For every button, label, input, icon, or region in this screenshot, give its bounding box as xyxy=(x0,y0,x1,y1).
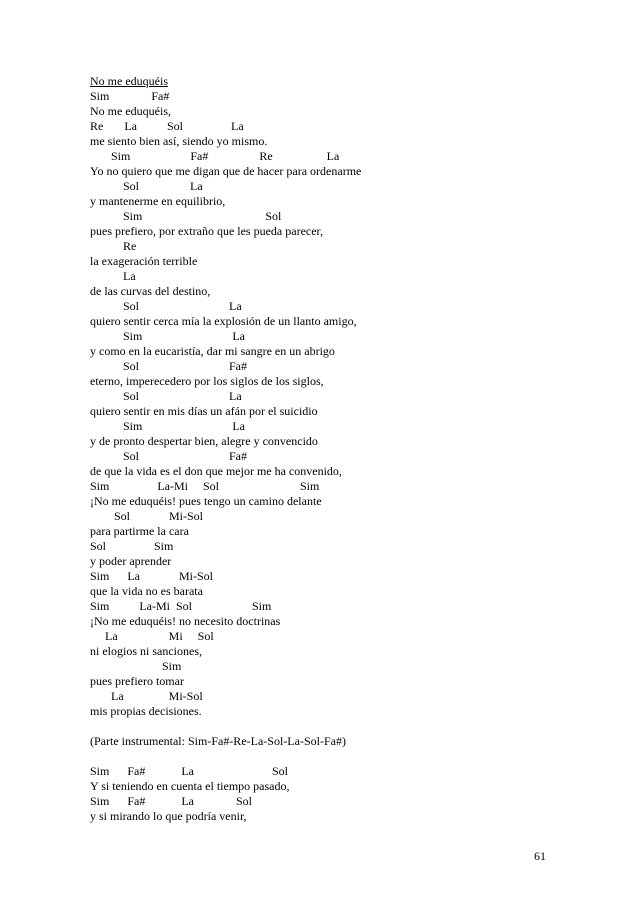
lyric-line: Sim Fa# La Sol xyxy=(90,794,253,808)
lyric-line: para partirme la cara xyxy=(90,524,189,538)
lyric-line: de las curvas del destino, xyxy=(90,284,211,298)
lyric-line: Sim Sol xyxy=(90,209,282,223)
lyric-line: ¡No me eduquéis! no necesito doctrinas xyxy=(90,614,281,628)
lyric-line: pues prefiero tomar xyxy=(90,674,184,688)
song-title: No me eduquéis xyxy=(90,74,168,88)
lyric-line: me siento bien así, siendo yo mismo. xyxy=(90,134,268,148)
lyric-line: y poder aprender xyxy=(90,554,172,568)
lyric-line: quiero sentir en mis días un afán por el suicidio xyxy=(90,404,318,418)
lyric-line: Sim Fa# xyxy=(90,89,170,103)
lyric-line: Sim Fa# La Sol xyxy=(90,764,289,778)
lyric-line: la exageración terrible xyxy=(90,254,198,268)
lyric-line: Y si teniendo en cuenta el tiempo pasado, xyxy=(90,779,290,793)
lyric-line: Sim La-Mi Sol Sim xyxy=(90,599,272,613)
lyric-line: Sim xyxy=(90,659,182,673)
lyric-line: y mantenerme en equilibrio, xyxy=(90,194,226,208)
lyric-line: ¡No me eduquéis! pues tengo un camino delante xyxy=(90,494,322,508)
lyric-line: mis propias decisiones. xyxy=(90,704,202,718)
lyric-line: eterno, imperecedero por los siglos de los siglos, xyxy=(90,374,324,388)
lyric-line: quiero sentir cerca mía la explosión de un llanto amigo, xyxy=(90,314,357,328)
lyric-line: La xyxy=(90,269,136,283)
lyric-line: La Mi-Sol xyxy=(90,689,203,703)
lyric-line: Sim Fa# Re La xyxy=(90,149,340,163)
lyric-line: Sol Mi-Sol xyxy=(90,509,204,523)
lyric-line: y si mirando lo que podría venir, xyxy=(90,809,247,823)
lyric-line: y como en la eucaristía, dar mi sangre en un abrigo xyxy=(90,344,335,358)
lyric-line: La Mi Sol xyxy=(90,629,214,643)
lyric-line: Sol Sim xyxy=(90,539,174,553)
song-lyrics-with-chords xyxy=(90,74,570,824)
lyric-line: Sol Fa# xyxy=(90,359,248,373)
page-number: 61 xyxy=(534,849,546,863)
lyric-line: Sol Fa# xyxy=(90,449,248,463)
lyric-line: Sol La xyxy=(90,179,203,193)
blank-line xyxy=(90,749,570,764)
lyric-line: Yo no quiero que me digan que de hacer para ordenarme xyxy=(90,164,362,178)
lyric-line: Sim La xyxy=(90,419,245,433)
lyric-line: Re La Sol La xyxy=(90,119,244,133)
lyric-line: Sim La-Mi Sol Sim xyxy=(90,479,320,493)
lyric-line: de que la vida es el don que mejor me ha convenido, xyxy=(90,464,342,478)
lyric-line: Sol La xyxy=(90,389,242,403)
lyric-line: Re xyxy=(90,239,137,253)
lyric-line: que la vida no es barata xyxy=(90,584,203,598)
blank-line xyxy=(90,719,570,734)
lyric-line: No me eduquéis, xyxy=(90,104,171,118)
lyric-line: Sol La xyxy=(90,299,242,313)
lyric-line: (Parte instrumental: Sim-Fa#-Re-La-Sol-La-Sol-Fa#) xyxy=(90,734,346,748)
lyric-line: y de pronto despertar bien, alegre y convencido xyxy=(90,434,318,448)
lyric-line: pues prefiero, por extraño que les pueda parecer, xyxy=(90,224,324,238)
lyric-line: Sim La xyxy=(90,329,245,343)
lyric-line: Sim La Mi-Sol xyxy=(90,569,214,583)
lyric-line: ni elogios ni sanciones, xyxy=(90,644,202,658)
